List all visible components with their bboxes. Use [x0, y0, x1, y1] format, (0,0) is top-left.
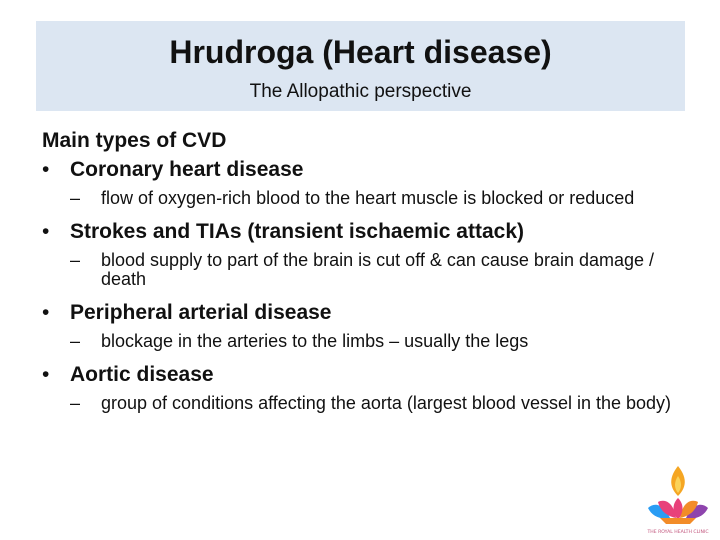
bullet-icon: • — [42, 220, 50, 243]
lotus-lamp-icon — [640, 462, 716, 536]
bullet-icon: • — [42, 363, 50, 386]
sub-item — [42, 394, 702, 413]
item-label: Aortic disease — [70, 363, 214, 386]
sub-item — [42, 189, 702, 208]
section-heading: Main types of CVD — [42, 129, 227, 152]
slide-subtitle: The Allopathic perspective — [249, 81, 472, 102]
slide-body — [42, 127, 702, 423]
sub-item-text: flow of oxygen-rich blood to the heart muscle is blocked or reduced — [101, 188, 635, 208]
dash-icon: – — [70, 331, 81, 351]
sub-item-text: blockage in the arteries to the limbs – usually the legs — [101, 331, 529, 351]
slide-title: Hrudroga (Heart disease) — [169, 34, 552, 70]
list-item-coronary — [42, 156, 702, 183]
sub-item — [42, 251, 702, 289]
list-item-strokes — [42, 218, 702, 245]
item-label: Peripheral arterial disease — [70, 301, 332, 324]
sub-item-text: group of conditions affecting the aorta (largest blood vessel in the body) — [101, 393, 672, 413]
bullet-icon: • — [42, 158, 50, 181]
dash-icon: – — [70, 393, 81, 413]
list-item-aortic — [42, 361, 702, 388]
item-label: Coronary heart disease — [70, 158, 304, 181]
logo-caption: THE ROYAL HEALTH CLINIC — [647, 530, 709, 535]
sub-item-text: blood supply to part of the brain is cut off & can cause brain damage / death — [101, 250, 655, 289]
bullet-icon: • — [42, 301, 50, 324]
dash-icon: – — [70, 250, 81, 270]
list-item-peripheral — [42, 299, 702, 326]
lamp-base — [660, 518, 696, 524]
dash-icon: – — [70, 188, 81, 208]
title-banner — [36, 21, 685, 111]
sub-item — [42, 332, 702, 351]
item-label: Strokes and TIAs (transient ischaemic attack) — [70, 220, 524, 243]
